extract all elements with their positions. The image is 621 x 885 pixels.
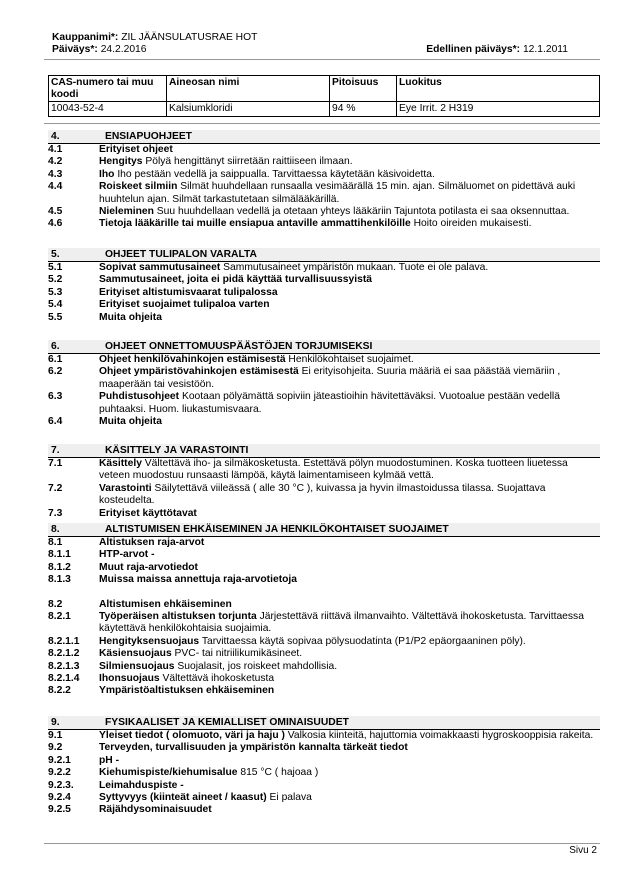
footer-divider <box>44 843 600 844</box>
item-number: 8.1.2 <box>48 561 71 573</box>
item-number: 7.2 <box>48 482 63 494</box>
section-9 <box>48 716 600 817</box>
section-7 <box>48 444 600 520</box>
section-item <box>48 742 600 754</box>
item-text <box>99 416 600 428</box>
item-description: Hoito oireiden mukaisesti. <box>410 218 532 230</box>
item-text <box>99 354 600 366</box>
item-label: Hengitys <box>99 156 143 168</box>
section-item <box>48 648 600 660</box>
table-cell: Kalsiumkloridi <box>167 102 330 117</box>
item-label: Erityiset suojaimet tulipaloa varten <box>99 299 270 311</box>
item-number: 8.2.1.2 <box>48 648 80 660</box>
previous-date-value: 12.1.2011 <box>522 44 568 55</box>
item-text <box>99 599 600 611</box>
item-label: Terveyden, turvallisuuden ja ympäristön kannalta tärkeät tiedot <box>99 742 408 754</box>
item-number: 9.2.2 <box>48 767 71 779</box>
spacer <box>48 587 600 599</box>
item-description: Silmät huuhdellaan runsaalla vesimäärällä 15 min. ajan. Silmäluomet on pidettävä auki huuhtelun ajan. Silmät tarkastutetaan silmälääkärillä. <box>99 181 576 205</box>
section-item <box>48 780 600 792</box>
section-number: 6. <box>51 341 60 352</box>
item-description: Suojalasit, jos roiskeet mahdollisia. <box>174 660 338 672</box>
item-label: Silmiensuojaus <box>99 660 175 672</box>
item-label: Puhdistusohjeet <box>99 391 180 403</box>
item-number: 4.4 <box>48 181 63 193</box>
item-number: 8.2.1 <box>48 611 71 623</box>
item-description: Vältettävä ihokosketusta <box>159 673 275 685</box>
item-number: 8.1 <box>48 537 63 548</box>
item-label: Muissa maissa annettuja raja-arvotietoja <box>99 574 298 586</box>
item-text <box>99 181 600 206</box>
item-description: Järjestettävä riittävä ilmanvaihto. Vältettävä ihokosketusta. Tarvittaessa käytettävä henkilökohtaisia suojaimia. <box>99 611 584 635</box>
item-text <box>99 144 600 156</box>
item-number: 6.3 <box>48 391 63 403</box>
item-text <box>99 537 600 549</box>
document-header <box>52 32 568 56</box>
item-description: Pölyä hengittänyt siirretään raittiiseen ilmaan. <box>142 156 353 168</box>
section-item <box>48 156 600 168</box>
item-text <box>99 661 600 673</box>
item-number: 9.2 <box>48 742 63 754</box>
item-text <box>99 792 600 804</box>
section-item <box>48 574 600 586</box>
section-item <box>48 169 600 181</box>
section-item <box>48 611 600 636</box>
item-text <box>99 483 600 508</box>
item-number: 4.6 <box>48 218 63 230</box>
section-item <box>48 299 600 311</box>
item-label: Varastointi <box>99 482 152 494</box>
item-number: 5.3 <box>48 286 63 298</box>
table-cell: Eye Irrit. 2 H319 <box>397 102 600 117</box>
item-number: 8.2 <box>48 598 63 610</box>
section-heading: OHJEET ONNETTOMUUSPÄÄSTÖJEN TORJUMISEKSI <box>105 341 373 352</box>
item-number: 8.1.3 <box>48 574 71 586</box>
trade-name-value: ZIL JÄÄNSULATUSRAE HOT <box>121 32 258 43</box>
item-label: Ohjeet ympäristövahinkojen estämisestä <box>99 366 299 378</box>
date-value: 24.2.2016 <box>100 44 147 55</box>
item-text <box>99 648 600 660</box>
item-text <box>99 549 600 561</box>
item-number: 9.2.3. <box>48 779 74 791</box>
item-label: Ohjeet henkilövahinkojen estämisestä <box>99 354 286 365</box>
section-number: 8. <box>51 524 60 535</box>
item-number: 6.4 <box>48 416 63 428</box>
item-label: Nieleminen <box>99 206 154 218</box>
item-description: Kootaan pölyämättä sopiviin jäteastioihin hävitettäväksi. Vuotoalue pestään vedellä puhtaaksi. Huom. liukastumisvaara. <box>99 391 560 415</box>
composition-header-row <box>49 76 600 102</box>
item-label: Iho <box>99 168 115 180</box>
item-number: 5.1 <box>48 262 63 273</box>
column-header: Pitoisuus <box>330 76 397 102</box>
item-number: 9.1 <box>48 730 63 741</box>
section-item <box>48 354 600 366</box>
section-item <box>48 366 600 391</box>
item-text <box>99 755 600 767</box>
item-number: 9.2.4 <box>48 792 71 804</box>
section-item <box>48 312 600 324</box>
section-number: 7. <box>51 445 60 456</box>
item-text <box>99 299 600 311</box>
date-line <box>52 44 147 56</box>
section-item <box>48 206 600 218</box>
item-text <box>99 730 600 742</box>
section-heading: FYSIKAALISET JA KEMIALLISET OMINAISUUDET <box>105 717 349 728</box>
item-description: Sammutusaineet ympäristön mukaan. Tuote ei ole palava. <box>220 262 489 273</box>
section-item <box>48 287 600 299</box>
section-item <box>48 636 600 648</box>
section-number: 9. <box>51 717 60 728</box>
section-heading: KÄSITTELY JA VARASTOINTI <box>105 445 249 456</box>
item-description: Iho pestään vedellä ja saippualla. Tarvittaessa käytetään käsivoidetta. <box>114 168 435 180</box>
item-number: 8.1.1 <box>48 549 71 561</box>
section-item <box>48 755 600 767</box>
trade-name-label: Kauppanimi*: <box>52 32 119 43</box>
section-heading: ALTISTUMISEN EHKÄISEMINEN JA HENKILÖKOHTAISET SUOJAIMET <box>105 524 449 535</box>
section-item <box>48 416 600 428</box>
item-text <box>99 685 600 697</box>
section-title <box>48 523 600 537</box>
table-cell: 10043-52-4 <box>49 102 167 117</box>
item-description: Suu huuhdellaan vedellä ja otetaan yhteys lääkäriin Tajuntota potilasta ei saa oksennuttaa. <box>153 206 570 218</box>
item-description: PVC- tai nitriilikumikäsineet. <box>171 648 303 660</box>
item-description: Valkosia kiinteitä, hajuttomia voimakkaasti hygroskooppisia rakeita. <box>284 730 594 741</box>
section-item <box>48 144 600 156</box>
item-number: 8.2.1.1 <box>48 635 80 647</box>
item-number: 5.5 <box>48 311 63 323</box>
item-text <box>99 767 600 779</box>
previous-date-line <box>426 44 568 56</box>
item-label: Altistuksen raja-arvot <box>99 537 205 548</box>
item-description: 815 °C ( hajoaa ) <box>237 767 319 779</box>
section-item <box>48 685 600 697</box>
section-8 <box>48 523 600 698</box>
section-number: 5. <box>51 249 60 260</box>
section-item <box>48 792 600 804</box>
date-label: Päiväys*: <box>52 44 98 55</box>
item-text <box>99 458 600 483</box>
item-text <box>99 391 600 416</box>
item-text <box>99 804 600 816</box>
item-number: 9.2.5 <box>48 804 71 816</box>
item-label: Hengityksensuojaus <box>99 635 200 647</box>
item-label: Muita ohjeita <box>99 311 162 323</box>
item-description: Henkilökohtaiset suojaimet. <box>285 354 414 365</box>
section-item <box>48 767 600 779</box>
section-heading: OHJEET TULIPALON VARALTA <box>105 249 257 260</box>
item-text <box>99 156 600 168</box>
section-title <box>48 444 600 458</box>
table-row <box>49 102 600 117</box>
item-number: 4.3 <box>48 168 63 180</box>
item-number: 5.4 <box>48 299 63 311</box>
section-item <box>48 730 600 742</box>
item-number: 4.1 <box>48 144 63 155</box>
item-label: Yleiset tiedot ( olomuoto, väri ja haju ) <box>99 730 285 741</box>
item-label: Tietoja lääkärille tai muille ensiapua antaville ammattihenkilöille <box>99 218 411 230</box>
section-title <box>48 130 600 144</box>
item-label: Erityiset altistumisvaarat tulipalossa <box>99 286 278 298</box>
item-label: Käsittely <box>99 458 142 469</box>
item-text <box>99 274 600 286</box>
item-label: Ihonsuojaus <box>99 673 160 685</box>
section-4 <box>48 130 600 231</box>
section-item <box>48 537 600 549</box>
item-label: Sammutusaineet, joita ei pidä käyttää turvallisuussyistä <box>99 274 372 286</box>
section-5 <box>48 248 600 324</box>
item-text <box>99 287 600 299</box>
item-text <box>99 366 600 391</box>
item-text <box>99 780 600 792</box>
section-item <box>48 483 600 508</box>
section-item <box>48 562 600 574</box>
section-item <box>48 274 600 286</box>
page-number: Sivu 2 <box>569 845 597 856</box>
item-text <box>99 262 600 274</box>
item-label: Sopivat sammutusaineet <box>99 262 221 273</box>
item-text <box>99 169 600 181</box>
item-label: Muita ohjeita <box>99 416 162 428</box>
item-description: Säilytettävä viileässä ( alle 30 °C ), kuivassa ja hyvin ilmastoidussa tilassa. Suojattava kosteudelta. <box>99 482 546 507</box>
item-label: Käsiensuojaus <box>99 648 172 660</box>
section-item <box>48 218 600 230</box>
item-label: pH - <box>99 754 120 766</box>
item-number: 7.3 <box>48 507 63 519</box>
section-heading: ENSIAPUOHJEET <box>105 131 192 142</box>
item-label: Roiskeet silmiin <box>99 181 178 193</box>
section-6 <box>48 340 600 428</box>
header-divider <box>44 59 600 60</box>
item-text <box>99 206 600 218</box>
section-item <box>48 549 600 561</box>
item-label: Altistumisen ehkäiseminen <box>99 598 232 610</box>
item-text <box>99 508 600 520</box>
section-item <box>48 391 600 416</box>
item-number: 8.2.1.3 <box>48 660 80 672</box>
item-description: Ei palava <box>266 792 312 804</box>
item-label: Ympäristöaltistuksen ehkäiseminen <box>99 685 275 697</box>
item-text <box>99 312 600 324</box>
item-label: HTP-arvot - <box>99 549 155 561</box>
item-label: Erityiset ohjeet <box>99 144 173 155</box>
item-description: Vältettävä iho- ja silmäkosketusta. Estettävä pölyn muodostuminen. Koska tuotteen liuetessa veteen muodostuu runsaasti lämpöä, käytä laimentamiseen kylmää vettä. <box>99 458 568 482</box>
section-item <box>48 673 600 685</box>
item-number: 9.2.1 <box>48 754 71 766</box>
item-text <box>99 673 600 685</box>
item-number: 4.2 <box>48 156 63 168</box>
composition-table <box>48 75 600 117</box>
item-number: 4.5 <box>48 206 63 218</box>
section-title <box>48 248 600 262</box>
section-item <box>48 804 600 816</box>
table-cell: 94 % <box>330 102 397 117</box>
item-label: Työperäisen altistuksen torjunta <box>99 611 257 623</box>
item-text <box>99 562 600 574</box>
item-text <box>99 611 600 636</box>
section-item <box>48 599 600 611</box>
item-number: 5.2 <box>48 274 63 286</box>
previous-date-label: Edellinen päiväys*: <box>426 44 521 55</box>
item-label: Muut raja-arvotiedot <box>99 561 198 573</box>
section-title <box>48 340 600 354</box>
item-number: 8.2.2 <box>48 685 71 697</box>
table-divider <box>44 123 600 124</box>
section-item <box>48 508 600 520</box>
section-item <box>48 181 600 206</box>
item-description: Tarvittaessa käytä sopivaa pölysuodatinta (P1/P2 epäorgaaninen pöly). <box>199 635 526 647</box>
section-item <box>48 458 600 483</box>
section-item <box>48 262 600 274</box>
item-text <box>99 636 600 648</box>
trade-name-line <box>52 32 257 44</box>
column-header: Luokitus <box>397 76 600 102</box>
section-number: 4. <box>51 131 60 142</box>
item-label: Kiehumispiste/kiehumisalue <box>99 767 238 779</box>
item-label: Syttyvyys (kiinteät aineet / kaasut) <box>99 792 267 804</box>
item-number: 7.1 <box>48 458 63 469</box>
item-number: 6.1 <box>48 354 63 365</box>
column-header: CAS-numero tai muu koodi <box>49 76 167 102</box>
item-description: Ei erityisohjeita. Suuria määriä ei saa päästää viemäriin , maaperään tai vesistöön. <box>99 366 561 390</box>
item-text <box>99 574 600 586</box>
section-title <box>48 716 600 730</box>
item-label: Erityiset käyttötavat <box>99 507 197 519</box>
section-item <box>48 661 600 673</box>
item-label: Räjähdysominaisuudet <box>99 804 212 816</box>
item-number: 8.2.1.4 <box>48 673 80 685</box>
item-text <box>99 218 600 230</box>
item-number: 6.2 <box>48 366 63 378</box>
column-header: Aineosan nimi <box>167 76 330 102</box>
item-label: Leimahduspiste - <box>99 779 184 791</box>
item-text <box>99 742 600 754</box>
